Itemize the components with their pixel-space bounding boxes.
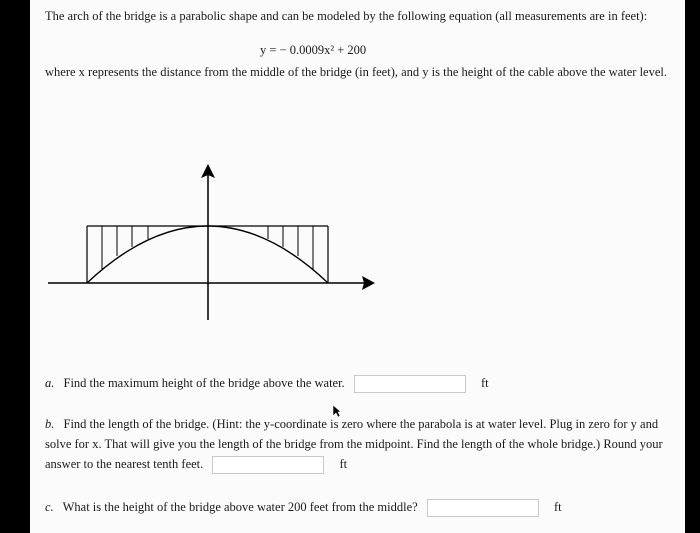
question-b-text: Find the length of the bridge. (Hint: the y-coordinate is zero where the parabola is at water level. Plug in zero for y and solve for x. That will give you the length of the bridge from the midpoint. Find the length of the whole bridge.) Round your answer to the nearest tenth feet. bbox=[45, 417, 663, 471]
question-b bbox=[45, 414, 685, 474]
answer-a-input[interactable] bbox=[354, 375, 466, 393]
bridge-diagram bbox=[30, 150, 410, 330]
answer-a-unit: ft bbox=[480, 376, 489, 390]
intro-text: The arch of the bridge is a parabolic shape and can be modeled by the following equation (all measurements are in feet): bbox=[45, 9, 648, 23]
answer-b-input[interactable] bbox=[212, 456, 324, 474]
variable-definition: where x represents the distance from the middle of the bridge (in feet), and y is the height of the cable above the water level. bbox=[45, 65, 667, 79]
answer-c-unit: ft bbox=[553, 500, 562, 514]
question-a-text: Find the maximum height of the bridge above the water. bbox=[63, 376, 345, 390]
mouse-cursor-icon bbox=[332, 404, 342, 418]
question-b-label: b. bbox=[45, 417, 55, 431]
question-c-label: c. bbox=[45, 500, 54, 514]
answer-c-input[interactable] bbox=[427, 499, 539, 517]
answer-b-unit: ft bbox=[339, 457, 348, 471]
bridge-equation: y = − 0.0009x² + 200 bbox=[260, 43, 367, 57]
question-a bbox=[45, 373, 685, 393]
question-c-text: What is the height of the bridge above water 200 feet from the middle? bbox=[62, 500, 418, 514]
question-c bbox=[45, 497, 685, 517]
question-a-label: a. bbox=[45, 376, 55, 390]
question-panel bbox=[30, 0, 685, 533]
